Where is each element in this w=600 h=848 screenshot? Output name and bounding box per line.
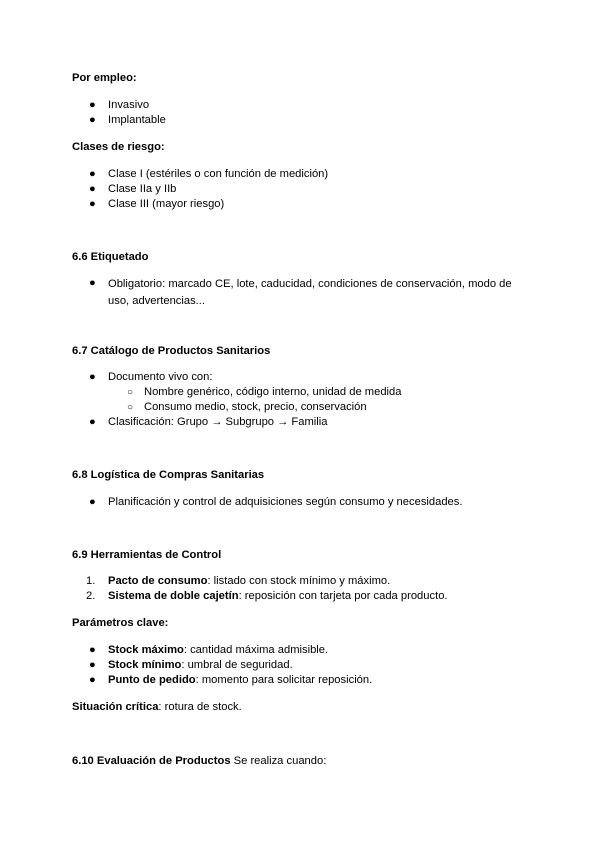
bullet-icon: ● (89, 114, 96, 126)
bullet-icon: ● (89, 659, 96, 671)
numbered-list-herramientas (72, 574, 514, 604)
bullet-icon: ● (89, 674, 96, 686)
bullet-icon: ● (89, 416, 96, 428)
list-parametros (72, 643, 514, 688)
list-item: ● Documento vivo con: (89, 371, 213, 383)
list-item: ● Invasivo (89, 99, 150, 111)
sub-list-item: ○ Consumo medio, stock, precio, conservación (127, 401, 367, 413)
list-item: ● Planificación y control de adquisiciones según consumo y necesidades. (89, 496, 463, 508)
bullet-icon: ● (89, 496, 96, 508)
list-por-empleo (72, 98, 514, 128)
bullet-icon: ● (89, 183, 96, 195)
heading-parametros: Parámetros clave: (72, 617, 169, 629)
heading-clases-riesgo: Clases de riesgo: (72, 141, 165, 153)
list-etiquetado (72, 276, 514, 310)
list-item: ● Clase I (estériles o con función de medición) (89, 168, 329, 180)
list-catalogo (72, 370, 514, 430)
list-item: ● Implantable (89, 114, 166, 126)
list-item: ● Punto de pedido: momento para solicitar reposición. (89, 674, 373, 686)
numbered-item: 1. Pacto de consumo: listado con stock mínimo y máximo. (86, 575, 391, 587)
bullet-icon: ● (89, 168, 96, 180)
list-item: ● Clasificación: Grupo → Subgrupo → Familia (89, 416, 328, 428)
sub-bullet-icon: ○ (127, 387, 134, 398)
heading-etiquetado: 6.6 Etiquetado (72, 251, 149, 263)
heading-catalogo: 6.7 Catálogo de Productos Sanitarios (72, 345, 271, 357)
heading-logistica: 6.8 Logística de Compras Sanitarias (72, 469, 265, 481)
list-item: ● Clase IIa y IIb (89, 183, 177, 195)
bullet-icon: ● (89, 644, 96, 656)
list-item: ● Clase III (mayor riesgo) (89, 198, 225, 210)
list-item: ● Obligatorio: marcado CE, lote, caducidad, condiciones de conservación, modo de uso, advertencias... (89, 277, 512, 307)
item-number: 2. (86, 590, 96, 602)
heading-herramientas: 6.9 Herramientas de Control (72, 549, 222, 561)
item-number: 1. (86, 575, 96, 587)
list-item: ● Stock mínimo: umbral de seguridad. (89, 659, 293, 671)
bullet-icon: ● (89, 99, 96, 111)
situacion-critica: Situación crítica: rotura de stock. (72, 701, 242, 713)
list-logistica (72, 495, 514, 510)
bullet-icon: ● (89, 198, 96, 210)
numbered-item: 2. Sistema de doble cajetín: reposición con tarjeta por cada producto. (86, 590, 448, 602)
bullet-icon: ● (89, 371, 96, 383)
heading-evaluacion: 6.10 Evaluación de Productos Se realiza cuando: (72, 755, 327, 767)
list-clases-riesgo (72, 167, 514, 212)
list-item: ● Stock máximo: cantidad máxima admisible. (89, 644, 329, 656)
bullet-icon: ● (89, 277, 96, 289)
sub-bullet-icon: ○ (127, 402, 134, 413)
heading-por-empleo: Por empleo: (72, 72, 137, 84)
sub-list-item: ○ Nombre genérico, código interno, unidad de medida (127, 386, 402, 398)
